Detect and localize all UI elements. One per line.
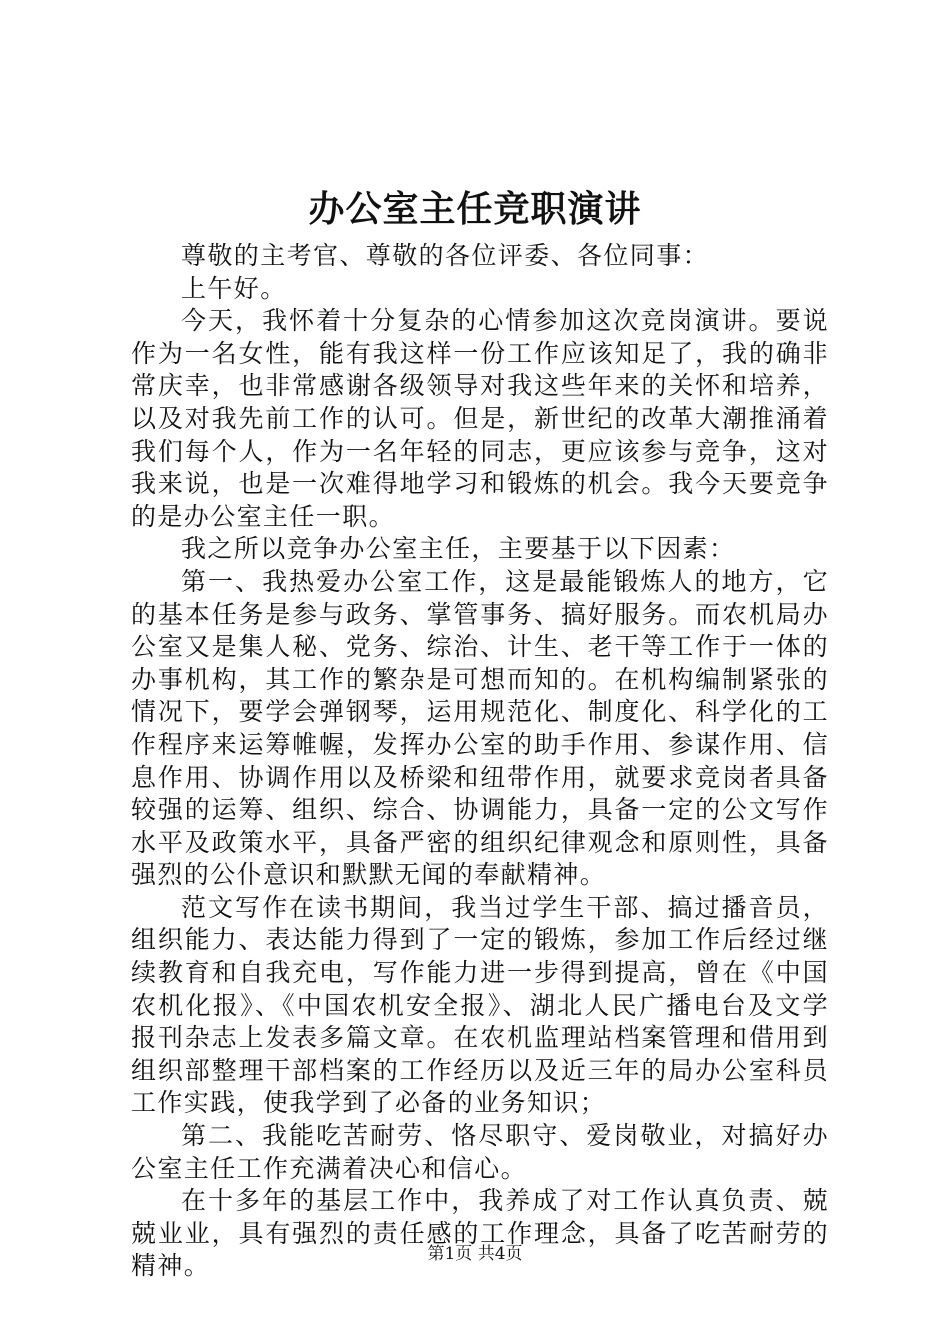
body-paragraph: 范文写作在读书期间，我当过学生干部、搞过播音员，组织能力、表达能力得到了一定的锻炼，参加工作后经过继续教育和自我充电，写作能力进一步得到提高，曾在《中国农机化报》、《中国农机安全报》、湖北人民广播电台及文学报刊杂志上发表多篇文章。在农机监理站档案管理和借用到组织部整理干部档案的工作经历以及近三年的局办公室科员工作实践，使我学到了必备的业务知识； bbox=[131, 892, 829, 1118]
page-number-footer: 第1页 共4页 bbox=[427, 1244, 523, 1264]
body-paragraph: 我之所以竞争办公室主任，主要基于以下因素： bbox=[181, 534, 736, 564]
document-body bbox=[131, 240, 829, 1283]
body-paragraph: 第一、我热爱办公室工作，这是最能锻炼人的地方，它的基本任务是参与政务、掌管事务、搞好服务。而农机局办公室又是集人秘、党务、综治、计生、老干等工作于一体的办事机构，其工作的繁杂是可想而知的。在机构编制紧张的情况下，要学会弹钢琴，运用规范化、制度化、科学化的工作程序来运筹帷幄，发挥办公室的助手作用、参谋作用、信息作用、协调作用以及桥梁和纽带作用，就要求竞岗者具备较强的运筹、组织、综合、协调能力，具备一定的公文写作水平及政策水平，具备严密的组织纪律观念和原则性，具备强烈的公仆意识和默默无闻的奉献精神。 bbox=[131, 566, 829, 890]
document-title: 办公室主任竞职演讲 bbox=[308, 188, 642, 230]
body-paragraph: 在十多年的基层工作中，我养成了对工作认真负责、兢兢业业，具有强烈的责任感的工作理念，具备了吃苦耐劳的精神。 bbox=[131, 1186, 829, 1281]
salutation-paragraph: 尊敬的主考官、尊敬的各位评委、各位同事： bbox=[181, 241, 710, 270]
greeting-paragraph: 上午好。 bbox=[181, 273, 287, 303]
body-paragraph: 今天，我怀着十分复杂的心情参加这次竞岗演讲。要说作为一名女性，能有我这样一份工作应该知足了，我的确非常庆幸，也非常感谢各级领导对我这些年来的关怀和培养，以及对我先前工作的认可。但是，新世纪的改革大潮推涌着我们每个人，作为一名年轻的同志，更应该参与竞争，这对我来说，也是一次难得地学习和锻炼的机会。我今天要竞争的是办公室主任一职。 bbox=[131, 306, 829, 531]
body-paragraph: 第二、我能吃苦耐劳、恪尽职守、爱岗敬业，对搞好办公室主任工作充满着决心和信心。 bbox=[131, 1121, 829, 1183]
